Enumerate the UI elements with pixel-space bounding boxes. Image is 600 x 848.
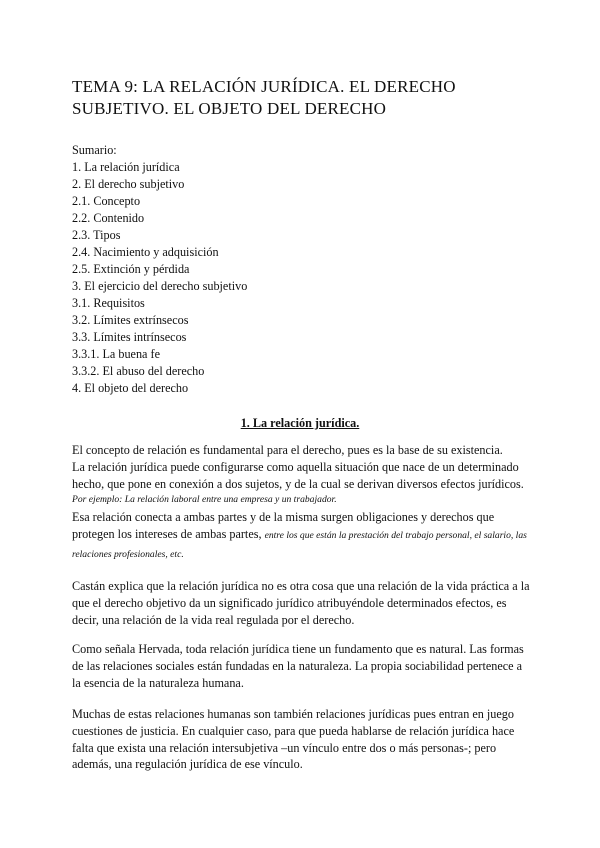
paragraph-text: Como señala Hervada, toda relación jurídica tiene un fundamento que es natural. Las formas de las relaciones sociales están fundadas en la naturaleza. La propia sociabilidad pertenece a la esencia de la naturaleza humana. [72, 642, 524, 690]
summary-item: 3. El ejercicio del derecho subjetivo [72, 279, 248, 293]
summary-item: 2.3. Tipos [72, 228, 121, 242]
summary-item: 2. El derecho subjetivo [72, 177, 185, 191]
paragraph-italic-text: entre los que están la prestación del trabajo personal, el salario, las relaciones profesionales, etc. [72, 529, 527, 560]
summary-list [72, 159, 247, 397]
paragraph-line: La relación jurídica puede configurarse como aquella situación que nace de un determinado hecho, que pone en conexión a dos sujetos, y de la cual se derivan diversos efectos jurídicos. [72, 459, 524, 491]
paragraph-intro [72, 442, 532, 564]
summary-item: 2.1. Concepto [72, 194, 141, 208]
summary-item: 3.3.2. El abuso del derecho [72, 364, 205, 378]
paragraph-castan [72, 578, 532, 628]
paragraph-relaciones [72, 706, 532, 773]
summary-label: Sumario: [72, 143, 117, 157]
summary-item: 4. El objeto del derecho [72, 381, 189, 395]
summary-item: 3.3.1. La buena fe [72, 347, 160, 361]
summary-item: 3.1. Requisitos [72, 296, 145, 310]
document-title: TEMA 9: LA RELACIÓN JURÍDICA. EL DERECHO SUBJETIVO. EL OBJETO DEL DERECHO [72, 77, 456, 118]
paragraph-text: Castán explica que la relación jurídica no es otra cosa que una relación de la vida práctica a la que el derecho objetivo da un significado jurídico atribuyéndole determinados efectos, es decir, una relación de la vida real regulada por el derecho. [72, 579, 530, 627]
summary-item: 2.5. Extinción y pérdida [72, 262, 190, 276]
section-heading: 1. La relación jurídica. [240, 416, 360, 430]
paragraph-line [72, 509, 532, 563]
summary-item: 3.3. Límites intrínsecos [72, 330, 187, 344]
paragraph-hervada [72, 641, 532, 691]
summary-item: 2.2. Contenido [72, 211, 145, 225]
summary-item: 2.4. Nacimiento y adquisición [72, 245, 219, 259]
summary-item: 3.2. Límites extrínsecos [72, 313, 189, 327]
example-note: Por ejemplo: La relación laboral entre una empresa y un trabajador. [72, 494, 337, 506]
summary-section [72, 142, 247, 397]
paragraph-text: Esa relación conecta a ambas partes y de la misma surgen obligaciones y derechos que protegen los intereses de ambas partes, [72, 510, 495, 541]
summary-item: 1. La relación jurídica [72, 160, 180, 174]
paragraph-line: El concepto de relación es fundamental para el derecho, pues es la base de su existencia. [72, 443, 503, 457]
paragraph-text: Muchas de estas relaciones humanas son también relaciones jurídicas pues entran en juego cuestiones de justicia. En cualquier caso, para que pueda hablarse de relación jurídica hace falta que exista una relación intersubjetiva –un vínculo entre dos o más personas-; pero además, una regulación jurídica de ese vínculo. [72, 707, 515, 772]
